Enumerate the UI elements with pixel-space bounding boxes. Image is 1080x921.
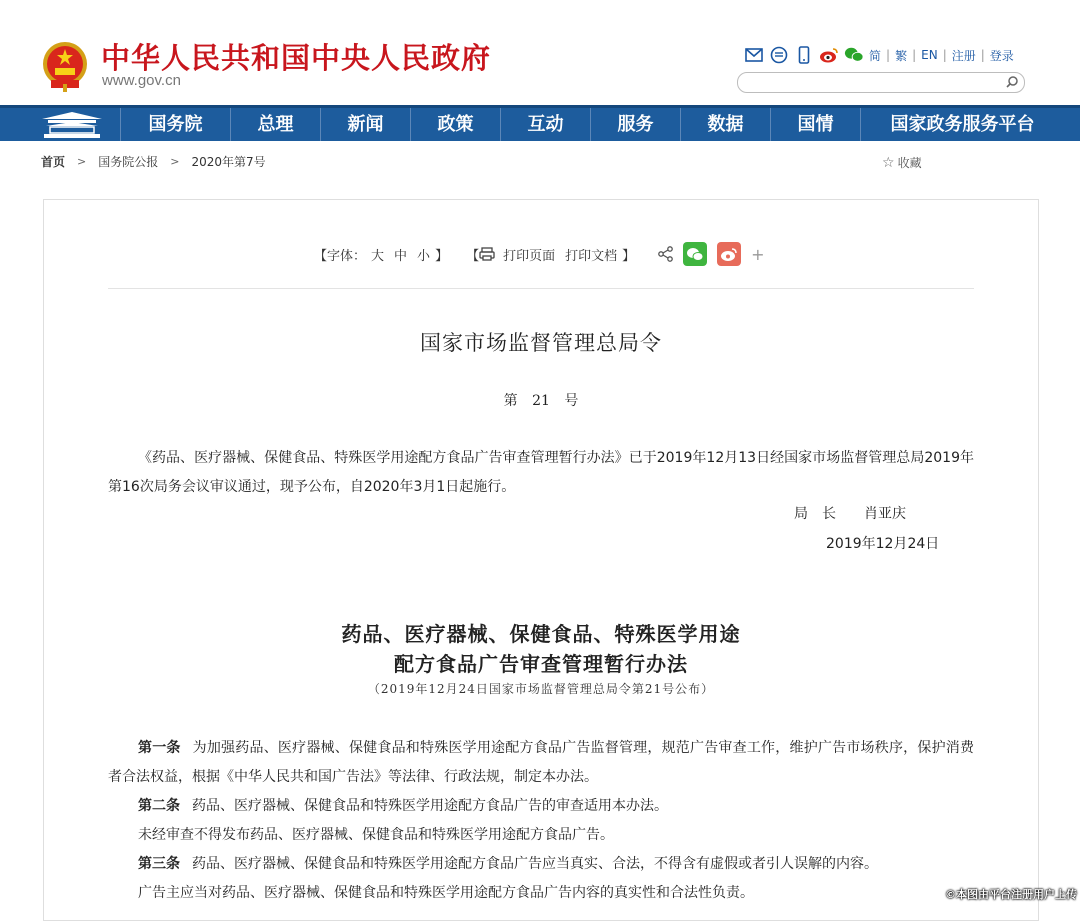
breadcrumb — [41, 153, 266, 170]
article-label: 第一条 — [138, 740, 181, 756]
link-separator: | — [886, 48, 891, 62]
nav-item-policy[interactable]: 政策 — [410, 108, 500, 141]
nav-item-service-platform[interactable]: 国家政务服务平台 — [860, 108, 1064, 141]
site-domain: www.gov.cn — [102, 72, 181, 89]
toolbar-divider — [108, 288, 974, 289]
nav-item-news[interactable]: 新闻 — [320, 108, 410, 141]
english-link[interactable]: EN — [921, 48, 938, 62]
mail-icon[interactable] — [744, 46, 764, 64]
font-size-label: 【字体： — [314, 248, 367, 264]
print-document-button[interactable]: 打印文档 — [565, 248, 618, 264]
register-link[interactable]: 注册 — [951, 48, 976, 63]
site-header — [0, 0, 1080, 105]
share-weibo-button[interactable] — [717, 242, 741, 266]
article-label: 第二条 — [138, 798, 180, 814]
link-separator: | — [942, 48, 947, 62]
breadcrumb-home[interactable]: 首页 — [41, 155, 66, 169]
search-box — [737, 72, 1025, 93]
printer-icon — [479, 247, 495, 261]
search-icon[interactable] — [1005, 75, 1019, 89]
nav-item-premier[interactable]: 总理 — [230, 108, 320, 141]
document-signer: 局 长 肖亚庆 — [794, 506, 906, 522]
top-links — [744, 44, 1014, 66]
nav-item-national-info[interactable]: 国情 — [770, 108, 860, 141]
font-large-button[interactable]: 大 — [371, 248, 385, 264]
article-text: 为加强药品、医疗器械、保健食品和特殊医学用途配方食品广告监督管理，规范广告审查工作，维护广告市场秩序，保护消费者合法权益，根据《中华人民共和国广告法》等法律、行政法规，制定本办法。 — [108, 740, 975, 785]
national-emblem-icon[interactable] — [41, 40, 89, 92]
link-separator: | — [980, 48, 985, 62]
font-medium-button[interactable]: 中 — [394, 248, 408, 264]
rule-title-line2: 配方食品广告审查管理暂行办法 — [394, 652, 688, 676]
traditional-link[interactable]: 繁 — [895, 48, 908, 63]
print-end: 】 — [622, 248, 636, 264]
document-sign-date: 2019年12月24日 — [826, 536, 940, 552]
nav-item-service[interactable]: 服务 — [590, 108, 680, 141]
font-small-button[interactable]: 小 — [417, 248, 431, 264]
document-intro: 《药品、医疗器械、保健食品、特殊医学用途配方食品广告审查管理暂行办法》已于2019年12月13日经国家市场监督管理总局2019年第16次局务会议审议通过，现予公布，自2020年3月1日起施行。 — [108, 450, 974, 495]
article-label: 第三条 — [138, 856, 180, 872]
simplified-link[interactable]: 简 — [869, 48, 882, 63]
document-number: 第 21 号 — [503, 393, 579, 409]
mobile-icon[interactable] — [794, 46, 814, 64]
chevron-right-icon: > — [77, 155, 87, 168]
favorite-button[interactable] — [882, 154, 922, 171]
watermark: ©本图由平台注册用户上传 — [945, 888, 1077, 901]
document-title: 国家市场监督管理总局令 — [420, 331, 662, 355]
article-text: 药品、医疗器械、保健食品和特殊医学用途配方食品广告的审查适用本办法。 — [192, 798, 668, 814]
search-input[interactable] — [748, 74, 1002, 92]
message-icon[interactable] — [769, 46, 789, 64]
print-page-button[interactable]: 打印页面 — [503, 248, 556, 264]
breadcrumb-issue[interactable]: 2020年第7号 — [191, 155, 266, 169]
article-1 — [108, 734, 974, 792]
login-link[interactable]: 登录 — [989, 48, 1014, 63]
article-panel — [43, 199, 1039, 921]
rule-subtitle: （2019年12月24日国家市场监督管理总局令第21号公布） — [367, 682, 715, 696]
link-separator: | — [912, 48, 917, 62]
share-icon[interactable] — [657, 245, 675, 263]
site-title[interactable]: 中华人民共和国中央人民政府 — [101, 41, 492, 75]
article-2-para-2 — [108, 821, 974, 850]
article-text: 未经审查不得发布药品、医疗器械、保健食品和特殊医学用途配方食品广告。 — [138, 827, 614, 843]
wechat-icon[interactable] — [844, 46, 864, 64]
wechat-icon — [686, 247, 704, 262]
article-3 — [108, 850, 974, 879]
print-open: 【 — [466, 248, 480, 264]
article-toolbar — [314, 240, 765, 268]
breadcrumb-gazette[interactable]: 国务院公报 — [98, 155, 159, 169]
chevron-right-icon: > — [170, 155, 180, 168]
nav-item-interaction[interactable]: 互动 — [500, 108, 590, 141]
weibo-icon — [720, 247, 738, 262]
font-size-end: 】 — [435, 248, 449, 264]
star-icon: ☆ — [882, 154, 895, 171]
rule-title-line1: 药品、医疗器械、保健食品、特殊医学用途 — [341, 622, 741, 646]
article-text: 药品、医疗器械、保健食品和特殊医学用途配方食品广告应当真实、合法，不得含有虚假或者引人误解的内容。 — [192, 856, 878, 872]
article-2 — [108, 792, 974, 821]
nav-item-data[interactable]: 数据 — [680, 108, 770, 141]
more-share-button[interactable]: + — [751, 244, 765, 264]
nav-item-state-council[interactable]: 国务院 — [120, 108, 230, 141]
main-nav — [0, 105, 1080, 141]
favorite-label: 收藏 — [897, 156, 922, 170]
tiananmen-logo-icon[interactable] — [38, 110, 106, 140]
share-wechat-button[interactable] — [683, 242, 707, 266]
weibo-icon[interactable] — [819, 46, 839, 64]
article-text: 广告主应当对药品、医疗器械、保健食品和特殊医学用途配方食品广告内容的真实性和合法性负责。 — [138, 885, 754, 901]
